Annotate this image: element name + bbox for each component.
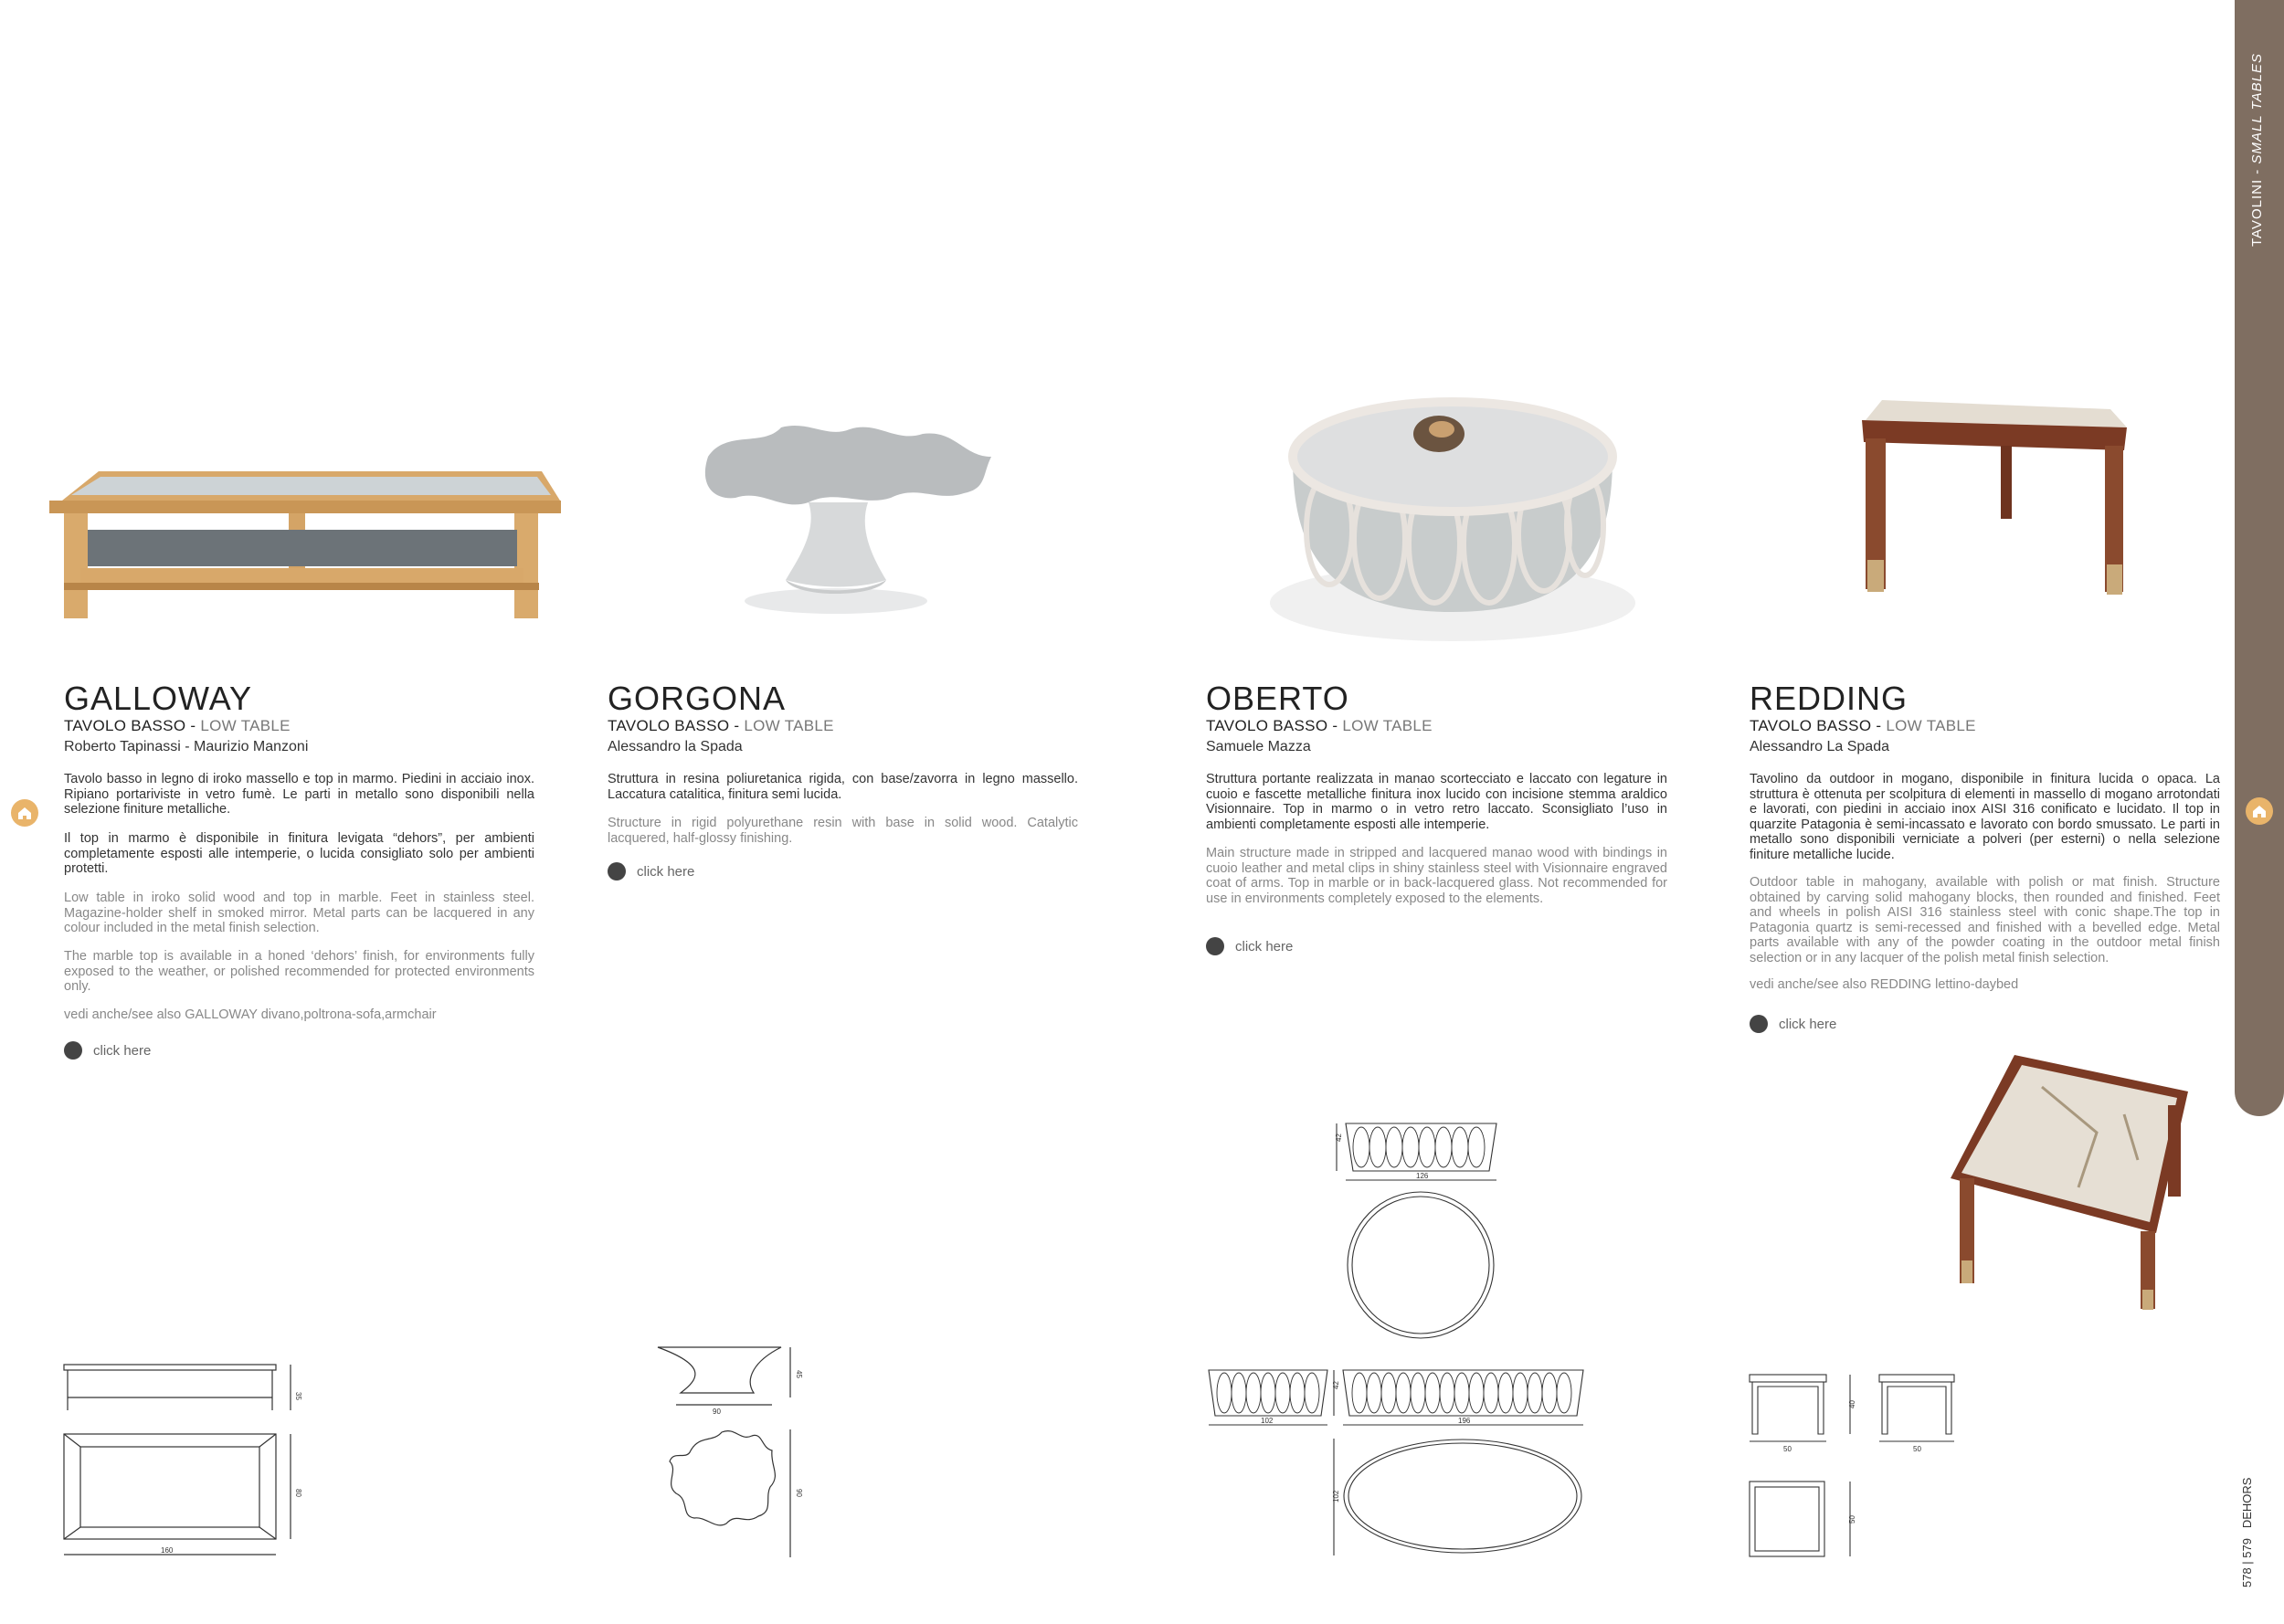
description-en: Main structure made in stripped and lacquered manao wood with bindings in cuoio leather and metal clips in shiny stainless steel with Visionnaire engraved coat of arms. Top in marble or in back-lacquered glass. Not recommended for use in environments completely exposed to the elements. xyxy=(1206,846,1667,906)
svg-text:35: 35 xyxy=(294,1392,302,1400)
svg-text:42: 42 xyxy=(1335,1134,1343,1142)
click-here-link[interactable]: click here xyxy=(1206,937,1293,955)
redding-photo-detail xyxy=(1941,1050,2197,1315)
description-en: Low table in iroko solid wood and top in marble. Feet in stainless steel. Magazine-holder shelf in smoked mirror. Metal parts can be lacquered in any colour included in the metal finish selection. xyxy=(64,891,534,935)
svg-text:50: 50 xyxy=(1783,1445,1792,1453)
svg-text:42: 42 xyxy=(1332,1381,1340,1389)
description-it-2: Il top in marmo è disponibile in finitura levigata “dehors”, per ambienti completamente esposti alle intemperie, o lucida consigliato solo per ambienti protetti. xyxy=(64,831,534,876)
click-here-link[interactable]: click here xyxy=(1750,1015,1836,1033)
svg-text:45: 45 xyxy=(795,1370,803,1378)
gorgona-technical-drawing xyxy=(653,1343,809,1562)
svg-text:50: 50 xyxy=(1848,1515,1856,1524)
page-number: 578 | 579 DEHORS xyxy=(2240,1477,2254,1587)
product-type: TAVOLO BASSO - LOW TABLE xyxy=(64,717,291,734)
svg-text:40: 40 xyxy=(1848,1400,1856,1408)
description-it: Struttura in resina poliuretanica rigida, con base/zavorra in legno massello. Laccatura catalitica, finitura semi lucida. xyxy=(608,772,1078,802)
click-here-link[interactable]: click here xyxy=(608,862,694,881)
description-it: Struttura portante realizzata in manao scortecciato e laccato con legature in cuoio e fascette metalliche finitura inox lucido con incisione stemma araldico Visionnaire. Top in marmo o in vetro retro laccato. Sconsigliato l’uso in ambienti completamente esposti alle intemperie. xyxy=(1206,772,1667,832)
oberto-photo xyxy=(1261,384,1644,649)
product-title: REDDING xyxy=(1750,680,1909,717)
product-title: OBERTO xyxy=(1206,680,1349,717)
svg-text:102: 102 xyxy=(1332,1490,1340,1503)
svg-text:50: 50 xyxy=(1913,1445,1921,1453)
svg-text:160: 160 xyxy=(161,1546,174,1555)
redding-photo xyxy=(1855,382,2133,624)
product-title: GORGONA xyxy=(608,680,787,717)
see-also: vedi anche/see also REDDING lettino-daybed xyxy=(1750,977,2019,992)
svg-text:196: 196 xyxy=(1458,1417,1471,1425)
product-designer: Alessandro la Spada xyxy=(608,739,743,754)
bullet-icon xyxy=(64,1041,82,1060)
product-title: GALLOWAY xyxy=(64,680,253,717)
description-en: Structure in rigid polyurethane resin with base in solid wood. Catalytic lacquered, half-glossy finishing. xyxy=(608,816,1078,846)
gorgona-photo xyxy=(690,420,996,626)
product-designer: Roberto Tapinassi - Maurizio Manzoni xyxy=(64,739,309,754)
bullet-icon xyxy=(1206,937,1224,955)
home-icon xyxy=(11,799,38,827)
svg-text:126: 126 xyxy=(1416,1172,1429,1180)
description-en-2: The marble top is available in a honed ‘dehors’ finish, for environments fully exposed to the weather, or polished recommended for protected environments only. xyxy=(64,949,534,994)
product-type: TAVOLO BASSO - LOW TABLE xyxy=(1750,717,1976,734)
svg-text:80: 80 xyxy=(294,1489,302,1497)
click-here-link[interactable]: click here xyxy=(64,1041,151,1060)
home-button-right[interactable] xyxy=(2246,797,2273,825)
svg-text:90: 90 xyxy=(713,1408,721,1416)
redding-technical-drawing xyxy=(1747,1370,1971,1562)
home-button-left[interactable] xyxy=(11,799,38,827)
bullet-icon xyxy=(1750,1015,1768,1033)
bullet-icon xyxy=(608,862,626,881)
galloway-technical-drawing xyxy=(62,1361,309,1562)
see-also: vedi anche/see also GALLOWAY divano,poltrona-sofa,armchair xyxy=(64,1007,437,1022)
product-type: TAVOLO BASSO - LOW TABLE xyxy=(1206,717,1433,734)
galloway-photo xyxy=(44,466,565,630)
section-tab-label: TAVOLINI - SMALL TABLES xyxy=(2249,53,2265,247)
product-designer: Samuele Mazza xyxy=(1206,739,1311,754)
product-designer: Alessandro La Spada xyxy=(1750,739,1889,754)
description-it: Tavolo basso in legno di iroko massello e top in marmo. Piedini in acciaio inox. Ripiano portariviste in vetro fumè. Le parti in metallo sono disponibili nella selezione finiture metalliche. xyxy=(64,772,534,817)
oberto-technical-drawing xyxy=(1204,1119,1588,1566)
svg-text:90: 90 xyxy=(795,1489,803,1497)
description-it: Tavolino da outdoor in mogano, disponibile in finitura lucida o opaca. La struttura è ottenuta per scolpitura di elementi in massello di mogano arrotondati e lavorati, con piedini in acciaio inox AISI 316 conificato e lucidato. Il top in quarzite Patagonia è semi-incassato e lavorato con bordo smussato. Le parti in metallo sono disponibili verniciate a polveri (per esterni) o nella selezione finiture metalliche lucide. xyxy=(1750,772,2220,862)
svg-text:102: 102 xyxy=(1261,1417,1274,1425)
product-type: TAVOLO BASSO - LOW TABLE xyxy=(608,717,834,734)
home-icon xyxy=(2246,797,2273,825)
description-en: Outdoor table in mahogany, available with polish or mat finish. Structure obtained by carving solid mahogany blocks, then rounded and finished. Feet and wheels in polish AISI 316 stainless steel with conic shape.The top in Patagonia quartz is semi-recessed and finished with a bevelled edge. Metal parts available with any of the powder coating in the outdoor metal finish selection or in any lacquer of the polish metal finish selection. xyxy=(1750,875,2220,965)
